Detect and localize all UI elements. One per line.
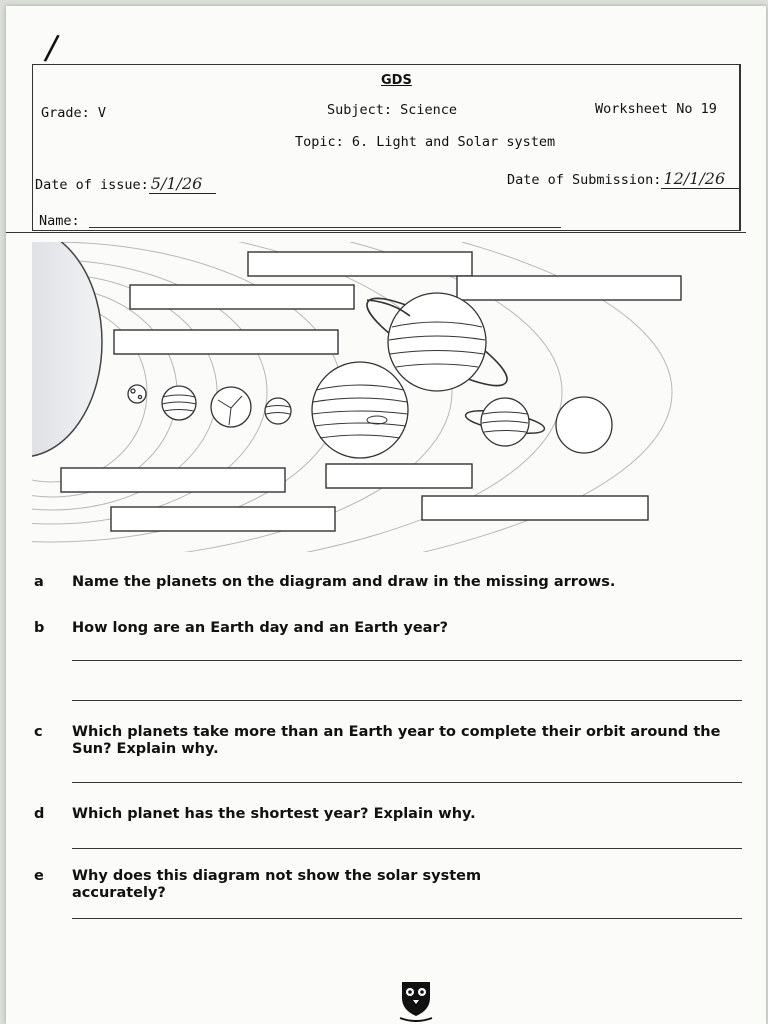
answer-line[interactable] xyxy=(72,848,742,849)
school-name: GDS xyxy=(381,73,412,88)
answer-line[interactable] xyxy=(72,700,742,701)
question-text: Name the planets on the diagram and draw in the missing arrows. xyxy=(72,574,616,590)
date-of-issue-label: Date of issue: xyxy=(35,177,149,193)
planet-label-box[interactable] xyxy=(130,285,354,309)
planet-label-box[interactable] xyxy=(422,496,648,520)
planet-label-box[interactable] xyxy=(248,252,472,276)
answer-line[interactable] xyxy=(72,918,742,919)
worksheet-number: Worksheet No 19 xyxy=(595,101,717,117)
mercury-icon xyxy=(128,385,146,403)
sun-icon xyxy=(32,242,102,457)
neptune-icon xyxy=(556,397,612,453)
question-letter: e xyxy=(34,868,44,884)
date-of-submission xyxy=(507,169,739,188)
date-of-submission-value: 12/1/26 xyxy=(661,169,739,189)
header-divider xyxy=(6,232,746,233)
question-text: Which planets take more than an Earth year to complete their orbit around the Sun? Explain why. xyxy=(72,724,721,757)
question-letter: a xyxy=(34,574,44,590)
subject-label: Subject: Science xyxy=(327,102,458,118)
question-letter: c xyxy=(34,724,43,740)
planet-label-box[interactable] xyxy=(61,468,285,492)
venus-icon xyxy=(162,386,196,420)
planet-label-box[interactable] xyxy=(457,276,681,300)
school-crest-icon xyxy=(398,978,434,1022)
uranus-icon xyxy=(464,398,546,446)
question-text: Which planet has the shortest year? Explain why. xyxy=(72,806,476,822)
date-of-issue-value: 5/1/26 xyxy=(149,174,217,194)
planet-label-box[interactable] xyxy=(114,330,338,354)
grade-label: Grade: V xyxy=(41,105,107,121)
answer-line[interactable] xyxy=(72,660,742,661)
planet-label-box[interactable] xyxy=(111,507,335,531)
worksheet-header xyxy=(32,64,741,231)
handwritten-mark: / xyxy=(42,27,61,69)
solar-system-diagram xyxy=(32,242,732,552)
topic-label: Topic: 6. Light and Solar system xyxy=(295,134,556,150)
question-letter: d xyxy=(34,806,45,822)
question-text: How long are an Earth day and an Earth year? xyxy=(72,620,449,636)
date-of-issue xyxy=(35,174,216,193)
mars-icon xyxy=(265,398,291,424)
worksheet-page xyxy=(6,6,766,1024)
planet-label-box[interactable] xyxy=(326,464,472,488)
question-letter: b xyxy=(34,620,45,636)
date-of-submission-label: Date of Submission: xyxy=(507,172,662,188)
name-label: Name: xyxy=(39,213,80,229)
earth-icon xyxy=(211,387,251,427)
name-field-line[interactable] xyxy=(89,227,561,228)
jupiter-icon xyxy=(312,362,408,458)
question-text: Why does this diagram not show the solar system accurately? xyxy=(72,868,482,901)
answer-line[interactable] xyxy=(72,782,742,783)
